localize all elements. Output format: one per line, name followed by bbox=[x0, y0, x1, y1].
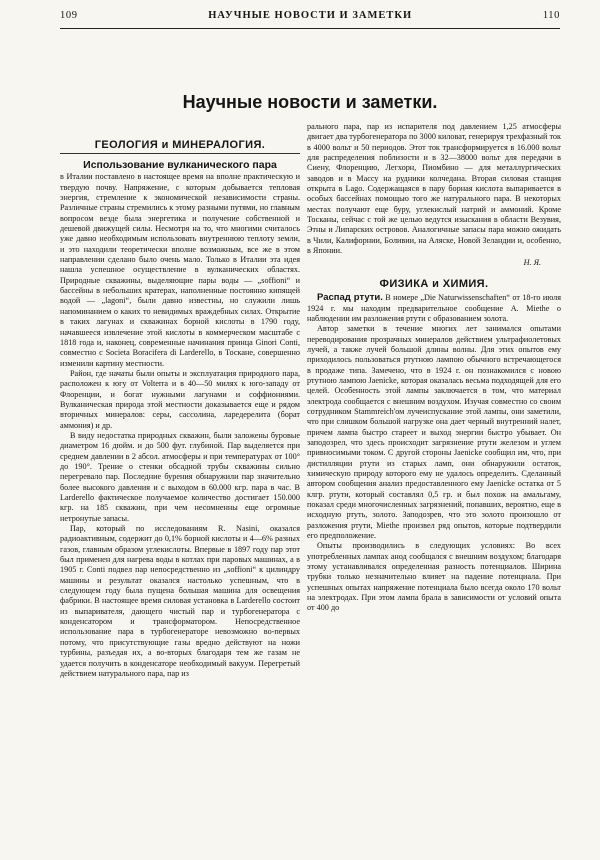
page-number-right: 110 bbox=[542, 10, 560, 21]
paragraph: в Италии поставлено в настоящее время на вполне практическую и твердую почву. Напряжение, с которым добывается тепловая энергия, стремление к экономической независимости страны. Различные страны стремились к этому разными путями, но главным вопросом везде была энергетика и получение собственной и дешевой движущей силы. Несмотря на то, что многими считалось уже давно необходимым использовать внутреннюю теплоту земли, и это находили теоретически вполне возможным, все же в этом направлении сделано было очень мало. Только в Италии эта идея нашла успешное осуществление в вулканических областях. Природные скважины, выделяющие пары воды — „soffioni“ и бассейны в небольших кратерах, наполненные постоянно кипящей водой — „lagoni“, были давно известны, но служили лишь напоминанием о каких то невидимых враждебных силах. Открытие в таких лагунах и скважинах борной кислоты в 1790 году, начавшееся извлечение этой кислоты в коммерческом масштабе с 1818 года и, наконец, современные начинания принца Ginori Conti, совместно с Societa Boracifera di Larderello, в Тоскане, совершенно изменили картину местности. bbox=[60, 172, 300, 368]
right-column bbox=[307, 122, 561, 614]
paragraph: В виду недостатка природных скважин, были заложены буровые диаметром 16 дюйм. и до 500 фут. глубиной. Пар выделяется при среднем давлении в 2 абсол. атмосферы и при температурах от 100° до 190°. Трение о стенки обсадной трубы скважины сильно перегревало пар. Последние бурения обнаружили пар значительно более высокого давления и с выходом в 60.000 кгр. пара в час. В Larderello фактическое получаемое количество достигает 150.000 кгр. на 185 скважин, при чем несомненны еще огромные нетронутые запасы. bbox=[60, 430, 300, 523]
paragraph-mercury-intro bbox=[307, 293, 561, 324]
article-title-mercury: Распад ртути. bbox=[317, 292, 383, 304]
section-heading-geology: ГЕОЛОГИЯ и МИНЕРАЛОГИЯ. bbox=[60, 140, 300, 154]
running-title: НАУЧНЫЕ НОВОСТИ И ЗАМЕТКИ bbox=[208, 10, 413, 21]
left-column bbox=[60, 140, 300, 679]
section-heading-physics: ФИЗИКА и ХИМИЯ. bbox=[379, 277, 489, 290]
paragraph: Автор заметки в течение многих лет занимался опытами переводирования прозрачных минералов действием ультрафиолетовых лучей, а также лучей большой длины волны. Для этих опытов ему приходилось пользоваться ртутною лампою обычного встречающегося в продаже типа. Замечено, что в 1924 г. он познакомился с новою ртутною лампою Jaenicke, которая оказалась весьма подходящей для его целей. Особенность этой лампы заключается в том, что материал электрода сообщается с внешним воздухом. Изучая совместно со своим сотрудником Stammreich'ом лучеиспускание этой лампы, они заметили, что при слишком большой нагрузке она дает черный внутренний налет, причем лампа быстро стареет и выход энергии быстро убывает. Он заподозрел, что здесь происходит загрязнение ртути железом и углем привносимыми током. С другой стороны Jaenicke сообщил им, что, при дистилляции ртути из старых ламп, они обнаружили остаток, химическую природу которого ему не удалось определить. Сделанный автором сообщения анализ предоставленного ему Jaenicke остатка от 5 клгр. ртути, который составлял 0,5 гр. и был похож на амальгаму, показал среди многочисленных загрязнений, попавших, вероятно, еще в исходную ртуть, золото. Заподозрев, что это золото произошло от разложения ртути, Miethe произвел ряд опытов, которые подтвердили его предположение. bbox=[307, 324, 561, 541]
page-number-left: 109 bbox=[60, 10, 78, 21]
running-header bbox=[60, 10, 560, 29]
paragraph: Опыты производились в следующих условиях: Во всех употребленных лампах анод сообщался с внешним воздухом; благодаря этому устанавливался определенная разность потенциалов. Ширина трубки только незначительно влияет на падение потенциала. При успешных опытах напряжение потенциала было всегда около 170 вольт на электродах. При этом лампа брала в зависимости от условий опыта от 400 до bbox=[307, 541, 561, 613]
paragraph: Район, где начаты были опыты и эксплуатация природного пара, расположен к югу от Volterra и в 40—50 милях к юго-западу от Флоренции, и богат нужными лагунами и соффиониями. Вулканическая природа этой местности доказывается еще и рядом вторичных минералов: серы, сассолина, ларедерелита (борат аммония) и др. bbox=[60, 368, 300, 430]
paragraph-text: В номере „Die Naturwissenschaften“ от 18-го июля 1924 г. мы находим предварительное сообщение A. Miethe о наблюдении им разложения ртути с образованием золота. bbox=[307, 293, 561, 323]
paragraph: Пар, который по исследованиям R. Nasini, оказался радиоактивным, содержит до 0,1% борной кислоты и 4—6% разных газов, главным образом углекислоты. Впервые в 1897 году пар этот был применен для нагрева воды в котлах при паровых машинах, а в 1905 г. Conti подвел пар непосредственно из „soffioni“ к цилиндру машины и результат оказался настолько успешным, что в следующем году была пущена большая машина для освещения фабрики. В настоящее время силовая установка в Larderello состоит из выпаривателя, дающего чистый пар и турбогенератора с конденсатором и трансформатором. Непосредственное использование пара в турбогенераторе невозможно во-первых потому, что присутствующие газы вредно действуют на ножи турбины, разъедая их, а во-вторых благодаря тем же газам не удается получить в конденсаторе необходимый вакуум. Перегретый действием натурального пара, пар из bbox=[60, 524, 300, 678]
paragraph: рального пара, пар из испарителя под давлением 1,25 атмосферы двигает два турбогенератора по 3000 киловат, генерируя трехфазный ток в 4000 вольт и 50 периодов. Этот ток трансформируется в 16.000 вольт для распределения поблизости и в 32—38000 вольт для передачи в Сиену, Флоренцию, Легхорн, Пиомбино — для металлургических заводов и в Массу на рудники колчедана. Вторая силовая станция открыта в Lago. Содержащаяся в пару борная кислота выпаривается в особых бассейнах помощью того же натурального пара. В некоторых местах получают еще буру, углекислый натрий и аммоний. Кроме Тосканы, сейчас с той же целью ведутся изыскания в области Везувия, Этны и Липарских островов. Аналогичные запасы пара можно ожидать в Чили, Калифорнии, Боливии, на Аляске, Новой Зеландии и, особенно, в Японии. bbox=[307, 122, 561, 256]
author-signature: Н. Я. bbox=[523, 258, 541, 268]
page-title: Научные новости и заметки. bbox=[182, 92, 438, 112]
article-title-volcanic-steam: Использование вулканического пара bbox=[83, 159, 277, 172]
